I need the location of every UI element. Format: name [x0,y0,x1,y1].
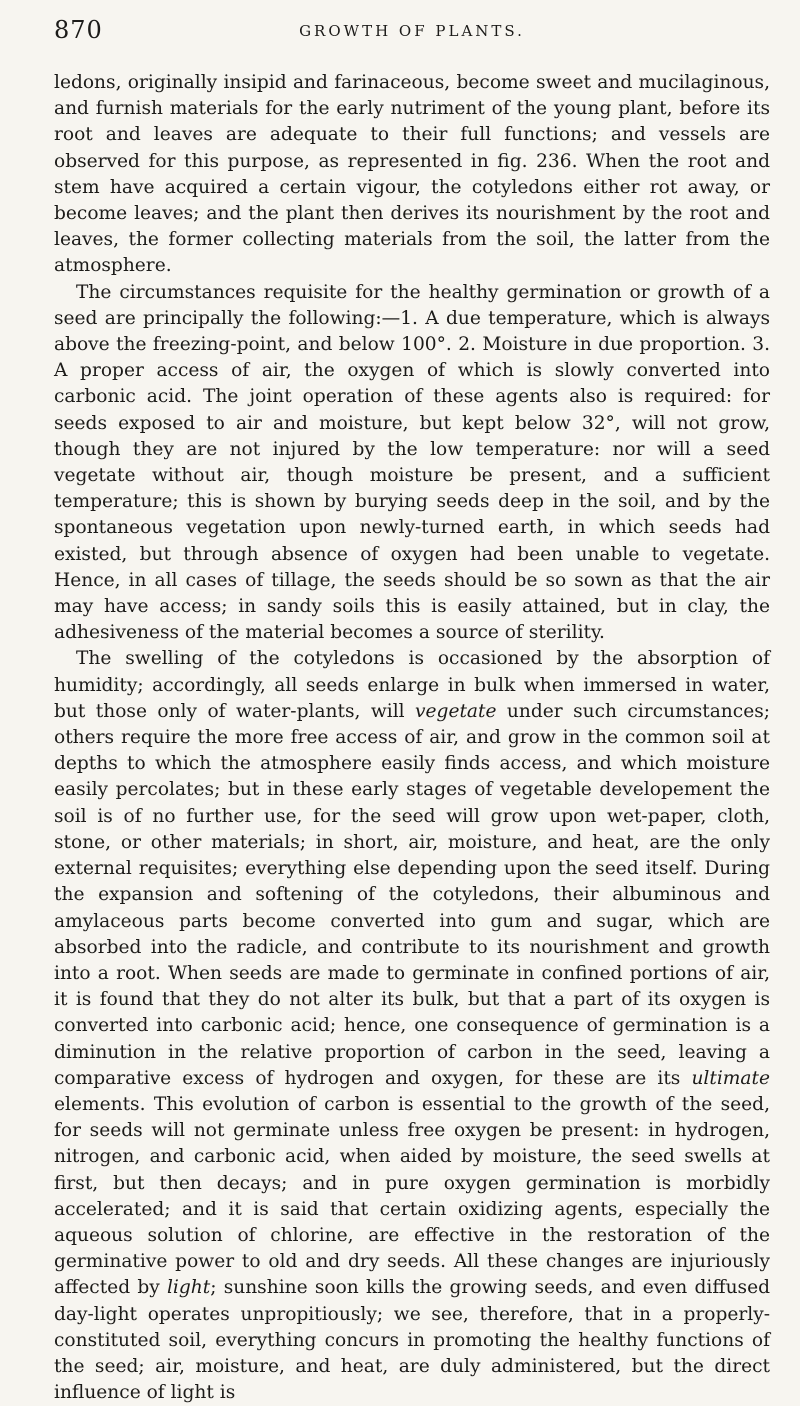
italic-term: ultimate [691,1067,770,1089]
page-number: 870 [54,16,103,44]
text-run: elements. This evolution of carbon is essential to the growth of the seed, for seeds will not germinate unless free oxygen be present: in hydrogen, nitrogen, and carbonic acid, when aided by moisture, the seed swells at first, but then decays; and in pure oxygen germination is morbidly accelerated; and it is said that certain oxidizing agents, especially the aqueous solution of chlorine, are effective in the restoration of the germinative power to old and dry seeds. All these changes are injuriously affected by [54,1093,770,1299]
paragraph [54,280,770,647]
paragraph [54,646,770,1406]
text-run: The circumstances requisite for the healthy germination or growth of a seed are principally the following:—1. A due temperature, which is always above the freezing-point, and below 100°. 2. Moisture in due proportion. 3. A proper access of air, the oxygen of which is slowly converted into carbonic acid. The joint operation of these agents also is required: for seeds exposed to air and moisture, but kept below 32°, will not grow, though they are not injured by the low temperature: nor will a seed vegetate without air, though moisture be present, and a sufficient temperature; this is shown by burying seeds deep in the soil, and by the spontaneous vegetation upon newly-turned earth, in which seeds had existed, but through absence of oxygen had been unable to vegetate. Hence, in all cases of tillage, the seeds should be so sown as that the air may have access; in sandy soils this is easily attained, but in clay, the adhesiveness of the material becomes a source of sterility. [54,281,770,644]
running-title: GROWTH OF PLANTS. [299,22,525,40]
text-run: The swelling of the cotyledons is occasioned by the absorption of humidity; accordingly, all seeds enlarge in bulk when immersed in water, but those only of water-plants, will [54,648,770,722]
book-page [54,14,770,1406]
italic-term: vegetate [415,700,497,722]
text-run: under such circumstances; others require the more free access of air, and grow in the common soil at depths to which the atmosphere easily finds access, and which moisture easily percolates; but in these early stages of vegetable developement the soil is of no further use, for the seed will grow upon wet-paper, cloth, stone, or other materials; in short, air, moisture, and heat, are the only external requisites; everything else depending upon the seed itself. During the expansion and softening of the cotyledons, their albuminous and amylaceous parts become converted into gum and sugar, which are absorbed into the radicle, and contribute to its nourishment and growth into a root. When seeds are made to germinate in confined portions of air, it is found that they do not alter its bulk, but that a part of its oxygen is converted into carbonic acid; hence, one consequence of germination is a diminution in the relative proportion of carbon in the seed, leaving a comparative excess of hydrogen and oxygen, for these are its [54,700,771,1089]
paragraph [54,70,770,280]
italic-term: light [166,1277,211,1299]
text-run: ledons, originally insipid and farinaceous, become sweet and mucilaginous, and furnish materials for the early nutriment of the young plant, before its root and leaves are adequate to their full functions; and vessels are observed for this purpose, as represented in fig. 236. When the root and stem have acquired a certain vigour, the cotyledons either rot away, or become leaves; and the plant then derives its nourishment by the root and leaves, the former collecting materials from the soil, the latter from the atmosphere. [54,72,770,277]
body-text [54,70,770,1406]
page-header [54,14,770,54]
text-run: ; sunshine soon kills the growing seeds, and even diffused day-light operates unpropitiously; we see, therefore, that in a properly-constituted soil, everything concurs in promoting the healthy functions of the seed; air, moisture, and heat, are duly administered, but the direct influence of light is [54,1277,770,1404]
